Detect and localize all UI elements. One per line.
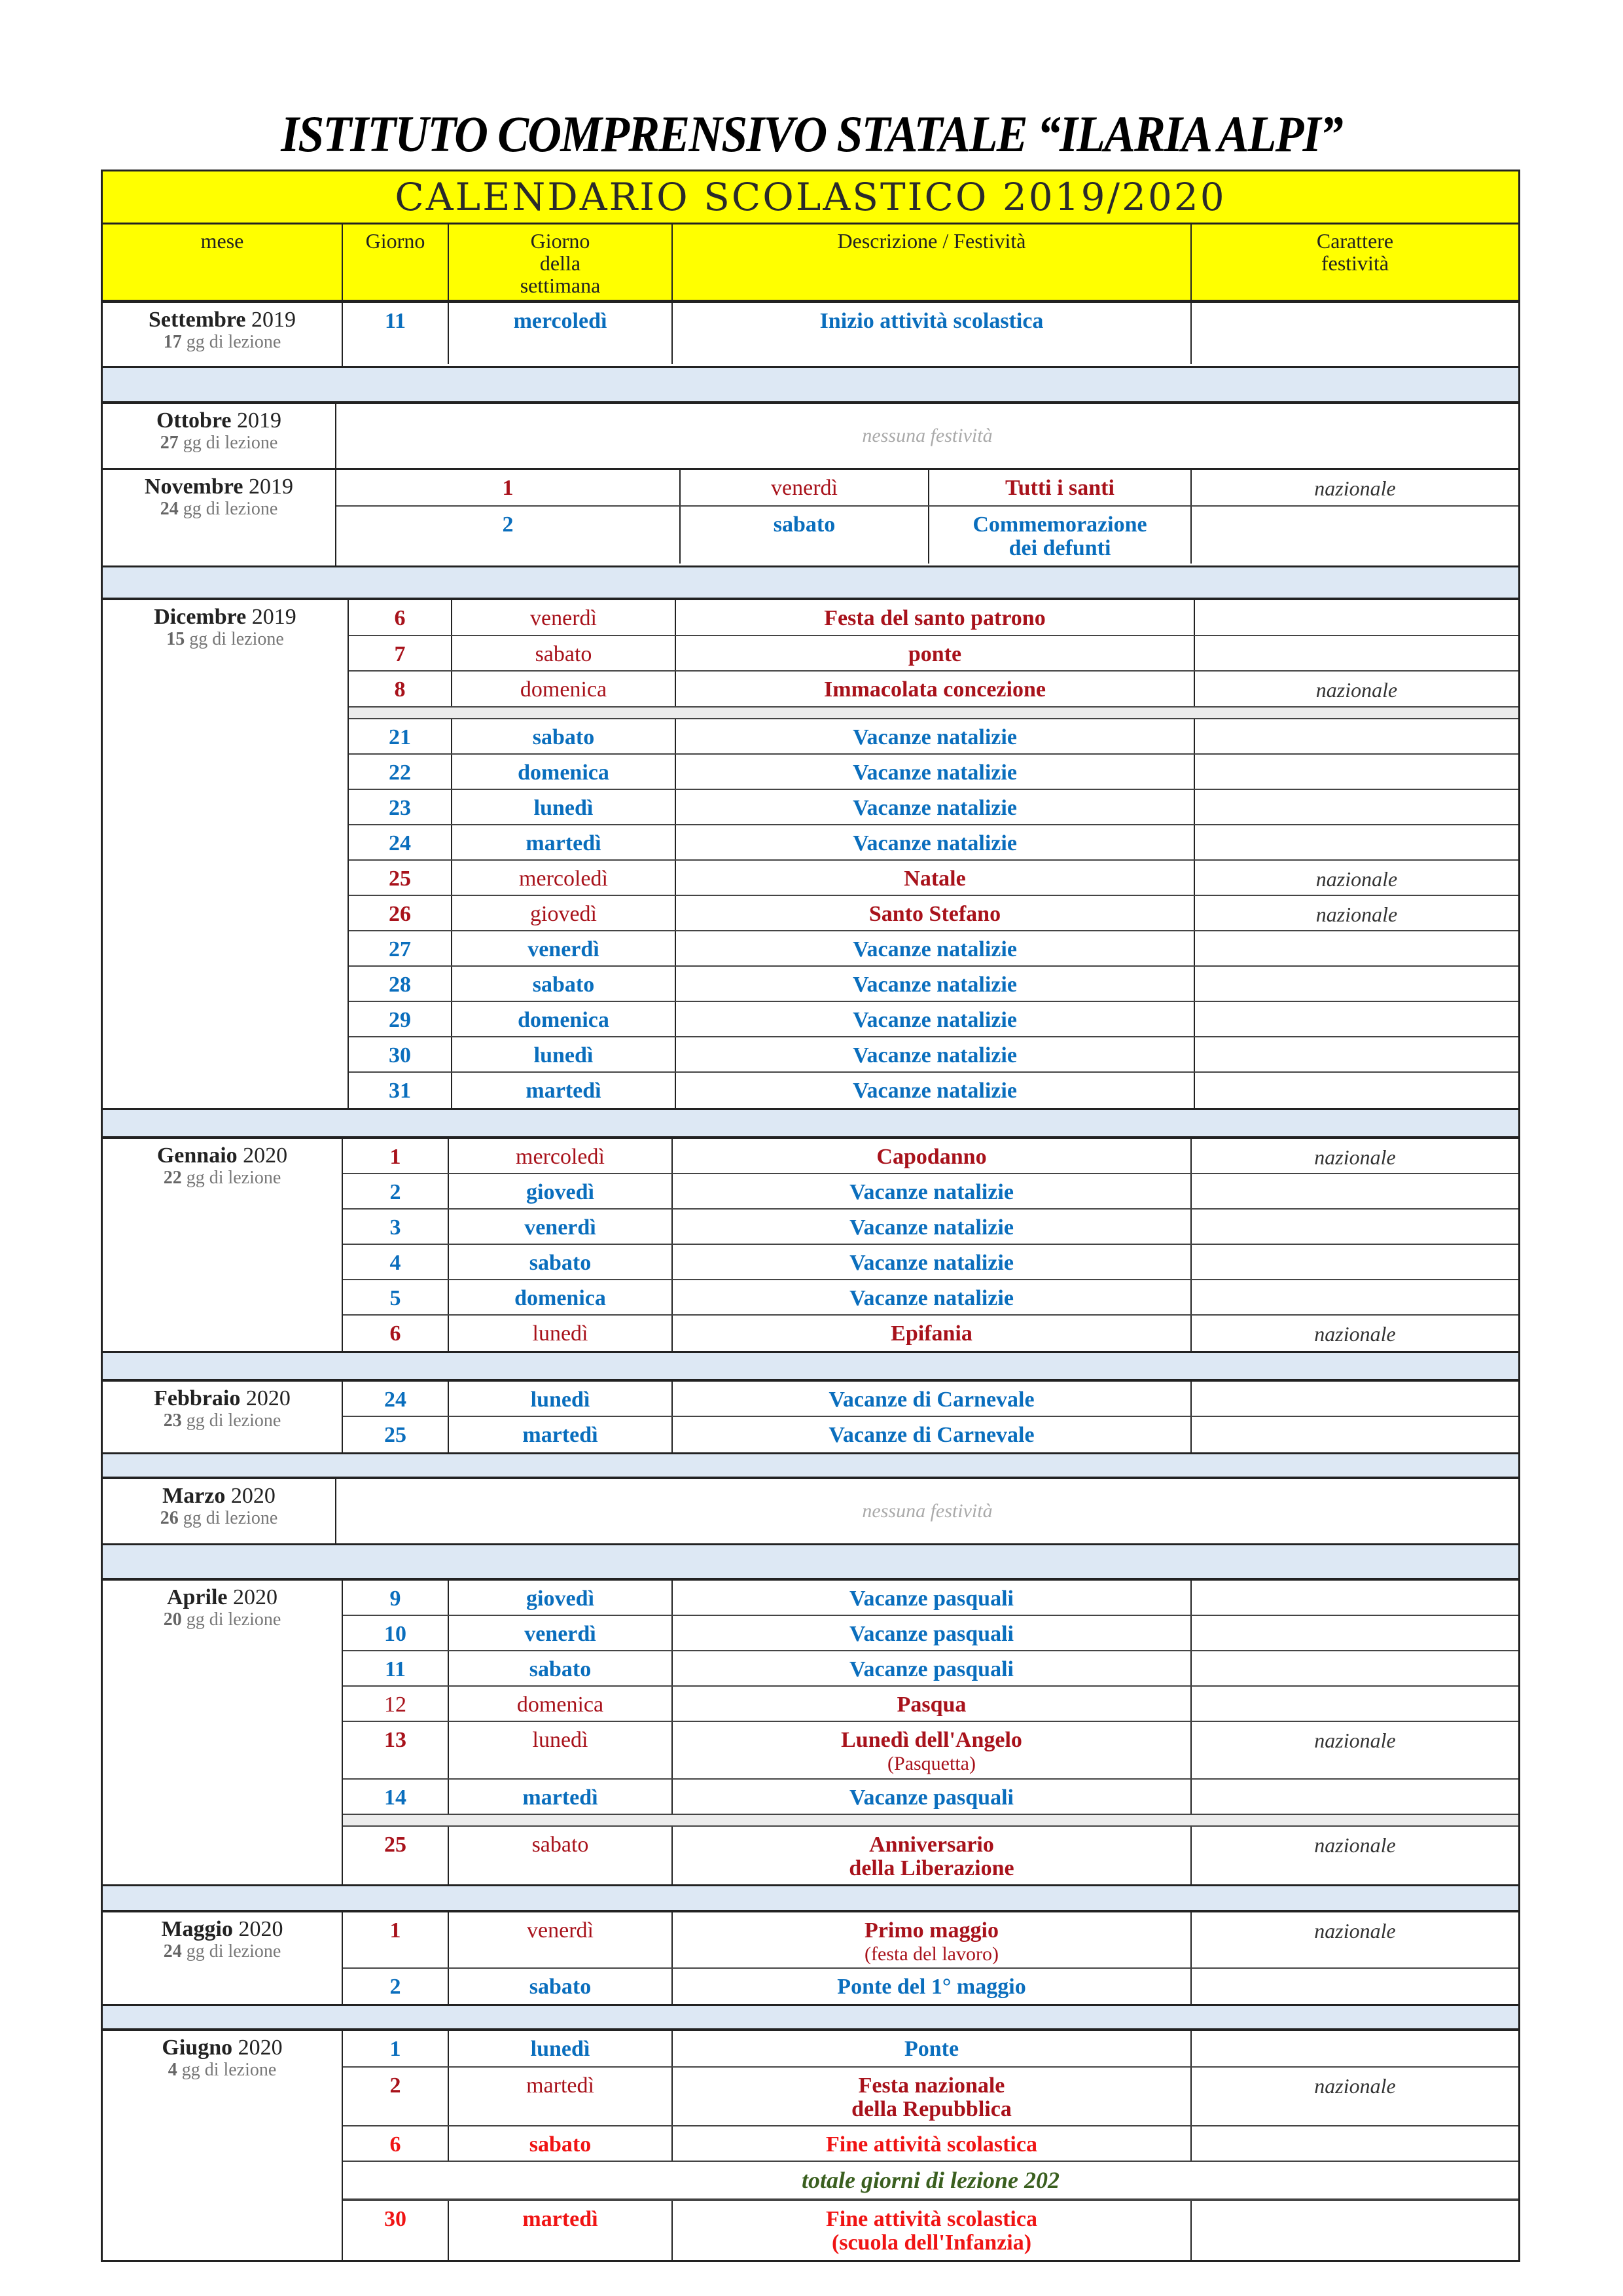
type-cell (1195, 790, 1518, 824)
day-cell: 25 (343, 1417, 449, 1452)
description-cell: Vacanze natalizie (676, 825, 1195, 859)
month-year: 2019 (251, 605, 296, 629)
description-cell (673, 1912, 1192, 1967)
month-spacer (103, 1545, 1518, 1581)
weekday-cell: lunedì (449, 1316, 673, 1351)
no-holiday-note: nessuna festività (862, 425, 993, 446)
weekday-cell: sabato (452, 719, 676, 753)
lesson-days-count: 23 (163, 1410, 182, 1431)
weekday-cell: martedì (452, 825, 676, 859)
day-cell: 3 (343, 1210, 449, 1244)
month-gennaio (103, 1139, 1518, 1353)
description-cell: Vacanze di Carnevale (673, 1382, 1192, 1416)
header-descrizione-label: Descrizione / Festività (837, 229, 1026, 253)
weekday-cell: mercoledì (452, 861, 676, 895)
table-row (349, 755, 1518, 790)
type-cell (1192, 1174, 1518, 1208)
weekday-cell: lunedì (449, 2031, 673, 2066)
month-ottobre (103, 404, 1518, 470)
header-giorno-settimana (449, 224, 673, 300)
lesson-days-label: gg di lezione (186, 332, 281, 352)
type-cell (1195, 931, 1518, 965)
month-label (103, 1139, 343, 1351)
day-cell: 26 (349, 896, 452, 930)
table-row (343, 1210, 1518, 1245)
lesson-days-count: 24 (163, 1941, 182, 1962)
description-cell: Vacanze natalizie (673, 1174, 1192, 1208)
type-cell (1192, 1687, 1518, 1721)
header-gs-line2: della (539, 251, 581, 275)
day-cell: 6 (349, 600, 452, 635)
description-cell: Inizio attività scolastica (673, 303, 1192, 364)
table-row (349, 790, 1518, 825)
calendar-title: CALENDARIO SCOLASTICO 2019/2020 (103, 171, 1518, 224)
lesson-days-label: gg di lezione (183, 1508, 278, 1528)
weekday-cell: domenica (452, 672, 676, 706)
document-title: ISTITUTO COMPRENSIVO STATALE “ILARIA ALPI” (281, 105, 1342, 162)
description-cell (673, 1827, 1192, 1884)
day-cell: 5 (343, 1280, 449, 1314)
type-cell: nazionale (1314, 2074, 1396, 2098)
description-cell: Fine attività scolastica (673, 2126, 1192, 2161)
table-row (336, 507, 1518, 564)
description-cell: Tutti i santi (929, 470, 1192, 505)
description-cell: Vacanze natalizie (676, 931, 1195, 965)
type-cell (1195, 600, 1518, 635)
month-novembre (103, 470, 1518, 567)
day-cell: 11 (343, 1651, 449, 1685)
table-row (343, 1139, 1518, 1174)
table-row (343, 1174, 1518, 1210)
day-cell: 7 (349, 636, 452, 670)
day-cell: 6 (343, 2126, 449, 2161)
month-name: Dicembre (154, 605, 247, 629)
weekday-cell: martedì (449, 1780, 673, 1814)
description-cell: Vacanze pasquali (673, 1780, 1192, 1814)
day-cell: 6 (343, 1316, 449, 1351)
day-cell: 12 (343, 1687, 449, 1721)
month-label (103, 404, 336, 468)
description-cell (673, 2201, 1192, 2260)
day-cell: 1 (343, 1139, 449, 1173)
month-label (103, 1912, 343, 2004)
no-holiday-cell (336, 1479, 1518, 1543)
month-label (103, 1581, 343, 1884)
type-cell: nazionale (1314, 1145, 1396, 1169)
type-cell (1192, 2126, 1518, 2161)
type-cell (1192, 1245, 1518, 1279)
weekday-cell: venerdì (449, 1210, 673, 1244)
header-gs-line3: settimana (520, 274, 601, 297)
day-cell: 28 (349, 967, 452, 1001)
calendar-table (101, 170, 1520, 2262)
table-row (343, 1912, 1518, 1969)
day-cell: 22 (349, 755, 452, 789)
lesson-days-label: gg di lezione (189, 629, 284, 649)
month-spacer (103, 1110, 1518, 1139)
weekday-cell: sabato (449, 1651, 673, 1685)
header-mese-label: mese (200, 229, 244, 253)
table-row (343, 1651, 1518, 1687)
type-cell: nazionale (1315, 678, 1398, 702)
weekday-cell: mercoledì (449, 1139, 673, 1173)
description-cell: Festa del santo patrono (676, 600, 1195, 635)
type-cell (1195, 636, 1518, 670)
table-row (349, 825, 1518, 861)
lesson-days-count: 15 (166, 629, 185, 649)
weekday-cell: giovedì (452, 896, 676, 930)
table-row (349, 600, 1518, 636)
description-line1: Festa nazionale (858, 2073, 1005, 2098)
table-row (343, 1780, 1518, 1815)
description-subtitle: (Pasquetta) (887, 1753, 976, 1774)
type-cell (1192, 1210, 1518, 1244)
weekday-cell: venerdì (681, 470, 929, 505)
table-row (343, 1382, 1518, 1417)
type-cell (1192, 1280, 1518, 1314)
lesson-days-count: 4 (168, 2060, 177, 2080)
month-aprile (103, 1581, 1518, 1886)
month-name: Gennaio (156, 1143, 238, 1168)
day-cell: 14 (343, 1780, 449, 1814)
lesson-days-count: 17 (163, 332, 182, 352)
description-cell: Epifania (673, 1316, 1192, 1351)
lesson-days-label: gg di lezione (183, 433, 278, 453)
day-cell: 8 (349, 672, 452, 706)
weekday-cell: lunedì (452, 790, 676, 824)
total-lesson-days: totale giorni di lezione 202 (801, 2167, 1060, 2193)
type-cell (1192, 2201, 1518, 2260)
header-gs-line1: Giorno (530, 229, 590, 253)
description-cell: Ponte del 1° maggio (673, 1969, 1192, 2004)
month-name: Febbraio (154, 1386, 241, 1410)
month-year: 2020 (233, 1585, 278, 1609)
weekday-cell: sabato (452, 967, 676, 1001)
description-line1: Primo maggio (865, 1918, 999, 1943)
month-giugno (103, 2031, 1518, 2260)
description-subtitle: (scuola dell'Infanzia) (831, 2231, 1032, 2255)
month-name: Aprile (166, 1585, 228, 1609)
weekday-cell: sabato (449, 2126, 673, 2161)
description-cell: Vacanze natalizie (673, 1210, 1192, 1244)
table-row (349, 1073, 1518, 1108)
day-cell: 24 (349, 825, 452, 859)
day-cell: 25 (343, 1827, 449, 1884)
type-cell (1192, 303, 1518, 364)
description-cell: Vacanze natalizie (676, 967, 1195, 1001)
description-cell: Vacanze pasquali (673, 1616, 1192, 1650)
day-cell: 9 (343, 1581, 449, 1615)
day-cell: 27 (349, 931, 452, 965)
month-spacer (103, 567, 1518, 600)
weekday-cell: sabato (449, 1827, 673, 1884)
day-cell: 25 (349, 861, 452, 895)
description-cell: Ponte (673, 2031, 1192, 2066)
type-cell (1192, 1651, 1518, 1685)
type-cell: nazionale (1314, 1833, 1396, 1857)
header-carattere (1192, 224, 1518, 300)
description-cell: Vacanze pasquali (673, 1581, 1192, 1615)
weekday-cell: venerdì (452, 600, 676, 635)
total-row (343, 2162, 1518, 2200)
month-spacer (103, 1353, 1518, 1382)
weekday-cell: sabato (452, 636, 676, 670)
type-cell (1195, 1037, 1518, 1071)
weekday-cell: giovedì (449, 1174, 673, 1208)
table-row (349, 1037, 1518, 1073)
weekday-cell: sabato (681, 507, 929, 564)
month-year: 2020 (245, 1386, 291, 1410)
month-label (103, 2031, 343, 2260)
type-cell (1192, 1969, 1518, 2004)
table-row (343, 2068, 1518, 2126)
month-marzo (103, 1479, 1518, 1545)
description-line1: Fine attività scolastica (826, 2207, 1037, 2231)
weekday-cell: giovedì (449, 1581, 673, 1615)
description-cell: Vacanze natalizie (676, 1073, 1195, 1108)
table-row (343, 1687, 1518, 1722)
table-row (343, 2031, 1518, 2068)
description-cell (673, 2068, 1192, 2125)
table-row (349, 672, 1518, 708)
description-cell: ponte (676, 636, 1195, 670)
day-cell: 2 (343, 1174, 449, 1208)
weekday-cell: domenica (452, 1002, 676, 1036)
description-cell: Immacolata concezione (676, 672, 1195, 706)
no-holiday-note: nessuna festività (862, 1500, 993, 1522)
description-line2: della Repubblica (851, 2097, 1012, 2121)
type-cell (1192, 1382, 1518, 1416)
table-row (343, 2126, 1518, 2162)
lesson-days-label: gg di lezione (186, 1941, 281, 1962)
description-cell: Vacanze natalizie (673, 1280, 1192, 1314)
weekday-cell: martedì (449, 2068, 673, 2125)
description-cell: Vacanze natalizie (676, 790, 1195, 824)
weekday-cell: sabato (449, 1245, 673, 1279)
day-cell: 2 (336, 507, 681, 564)
lesson-days-count: 27 (160, 433, 179, 453)
table-row (349, 636, 1518, 672)
weekday-cell: sabato (449, 1969, 673, 2004)
month-label (103, 600, 349, 1108)
month-name: Ottobre (156, 408, 232, 433)
table-row (343, 1827, 1518, 1884)
day-cell: 4 (343, 1245, 449, 1279)
weekday-cell: martedì (452, 1073, 676, 1108)
row-separator (343, 1815, 1518, 1827)
month-spacer (103, 368, 1518, 404)
lesson-days-count: 20 (163, 1609, 182, 1630)
month-name: Maggio (161, 1917, 234, 1941)
description-cell (929, 507, 1192, 564)
description-line2: della Liberazione (849, 1856, 1014, 1880)
month-spacer (103, 1886, 1518, 1912)
type-cell (1192, 2031, 1518, 2066)
weekday-cell: lunedì (452, 1037, 676, 1071)
description-line2: dei defunti (1008, 536, 1111, 560)
header-mese (103, 224, 343, 300)
month-settembre (103, 303, 1518, 368)
month-name: Marzo (162, 1484, 226, 1508)
header-carattere-line2: festività (1321, 251, 1389, 275)
lesson-days-label: gg di lezione (183, 499, 278, 519)
header-row (103, 224, 1518, 303)
weekday-cell: martedì (449, 2201, 673, 2260)
description-cell: Santo Stefano (676, 896, 1195, 930)
weekday-cell: venerdì (449, 1912, 673, 1967)
type-cell (1192, 507, 1518, 564)
month-year: 2020 (238, 2036, 283, 2060)
type-cell: nazionale (1315, 903, 1398, 926)
description-cell: Vacanze natalizie (676, 1037, 1195, 1071)
month-year: 2019 (248, 475, 293, 499)
weekday-cell: martedì (449, 1417, 673, 1452)
type-cell: nazionale (1314, 1919, 1396, 1943)
type-cell (1195, 967, 1518, 1001)
table-row (349, 896, 1518, 931)
table-row (349, 861, 1518, 896)
header-giorno-label: Giorno (365, 229, 425, 253)
day-cell: 24 (343, 1382, 449, 1416)
month-maggio (103, 1912, 1518, 2006)
weekday-cell: lunedì (449, 1382, 673, 1416)
type-cell: nazionale (1314, 1322, 1396, 1346)
lesson-days-label: gg di lezione (181, 2060, 277, 2080)
day-cell: 31 (349, 1073, 452, 1108)
lesson-days-label: gg di lezione (186, 1410, 281, 1431)
weekday-cell: venerdì (452, 931, 676, 965)
description-cell: Vacanze natalizie (676, 719, 1195, 753)
day-cell: 11 (343, 303, 449, 364)
type-cell (1192, 1780, 1518, 1814)
month-name: Novembre (145, 475, 243, 499)
month-dicembre (103, 600, 1518, 1110)
month-name: Settembre (148, 308, 246, 332)
day-cell: 10 (343, 1616, 449, 1650)
description-cell: Natale (676, 861, 1195, 895)
day-cell: 13 (343, 1722, 449, 1778)
day-cell: 30 (343, 2201, 449, 2260)
type-cell (1195, 719, 1518, 753)
header-carattere-line1: Carattere (1316, 229, 1394, 253)
description-cell: Capodanno (673, 1139, 1192, 1173)
table-row (343, 1616, 1518, 1651)
month-year: 2019 (237, 408, 282, 433)
day-cell: 23 (349, 790, 452, 824)
table-row (343, 1722, 1518, 1780)
month-year: 2020 (230, 1484, 276, 1508)
type-cell (1192, 1616, 1518, 1650)
type-cell: nazionale (1315, 867, 1398, 891)
month-febbraio (103, 1382, 1518, 1454)
month-name: Giugno (162, 2036, 233, 2060)
description-cell: Vacanze natalizie (676, 755, 1195, 789)
weekday-cell: lunedì (449, 1722, 673, 1778)
day-cell: 1 (336, 470, 681, 505)
table-row (343, 1280, 1518, 1316)
month-label (103, 1479, 336, 1543)
weekday-cell: domenica (449, 1280, 673, 1314)
type-cell (1195, 825, 1518, 859)
table-row (343, 303, 1518, 364)
header-giorno (343, 224, 449, 300)
month-label (103, 470, 336, 565)
day-cell: 21 (349, 719, 452, 753)
month-spacer (103, 2006, 1518, 2031)
day-cell: 2 (343, 2068, 449, 2125)
day-cell: 1 (343, 1912, 449, 1967)
table-row (349, 719, 1518, 755)
type-cell (1195, 755, 1518, 789)
description-cell: Vacanze natalizie (676, 1002, 1195, 1036)
month-year: 2020 (238, 1917, 283, 1941)
lesson-days-count: 22 (163, 1168, 182, 1188)
table-row (343, 1417, 1518, 1452)
month-label (103, 303, 343, 366)
description-cell: Vacanze natalizie (673, 1245, 1192, 1279)
table-row (349, 967, 1518, 1002)
no-holiday-cell (336, 404, 1518, 468)
month-spacer (103, 1454, 1518, 1479)
type-cell (1195, 1073, 1518, 1108)
weekday-cell: mercoledì (449, 303, 673, 364)
month-label (103, 1382, 343, 1452)
table-row (349, 931, 1518, 967)
description-cell (673, 1722, 1192, 1778)
day-cell: 2 (343, 1969, 449, 2004)
weekday-cell: venerdì (449, 1616, 673, 1650)
type-cell (1195, 1002, 1518, 1036)
header-descrizione (673, 224, 1192, 300)
month-year: 2020 (243, 1143, 288, 1168)
type-cell: nazionale (1314, 1729, 1396, 1752)
lesson-days-label: gg di lezione (186, 1168, 281, 1188)
table-row (343, 1316, 1518, 1351)
type-cell (1192, 1581, 1518, 1615)
day-cell: 1 (343, 2031, 449, 2066)
description-cell: Pasqua (673, 1687, 1192, 1721)
description-subtitle: (festa del lavoro) (865, 1943, 999, 1965)
lesson-days-count: 26 (160, 1508, 179, 1528)
description-line1: Lunedì dell'Angelo (841, 1728, 1022, 1752)
weekday-cell: domenica (449, 1687, 673, 1721)
lesson-days-label: gg di lezione (186, 1609, 281, 1630)
weekday-cell: domenica (452, 755, 676, 789)
description-line1: Commemorazione (972, 512, 1147, 537)
day-cell: 30 (349, 1037, 452, 1071)
type-cell (1192, 1417, 1518, 1452)
month-year: 2019 (251, 308, 296, 332)
table-row (343, 1969, 1518, 2004)
table-row (343, 1581, 1518, 1616)
row-separator (349, 708, 1518, 719)
table-row (336, 470, 1518, 507)
description-line1: Anniversario (869, 1833, 994, 1857)
lesson-days-count: 24 (160, 499, 179, 519)
table-row (349, 1002, 1518, 1037)
description-cell: Vacanze di Carnevale (673, 1417, 1192, 1452)
table-row (343, 1245, 1518, 1280)
description-cell: Vacanze pasquali (673, 1651, 1192, 1685)
table-row (343, 2200, 1518, 2260)
type-cell: nazionale (1314, 476, 1396, 500)
day-cell: 29 (349, 1002, 452, 1036)
